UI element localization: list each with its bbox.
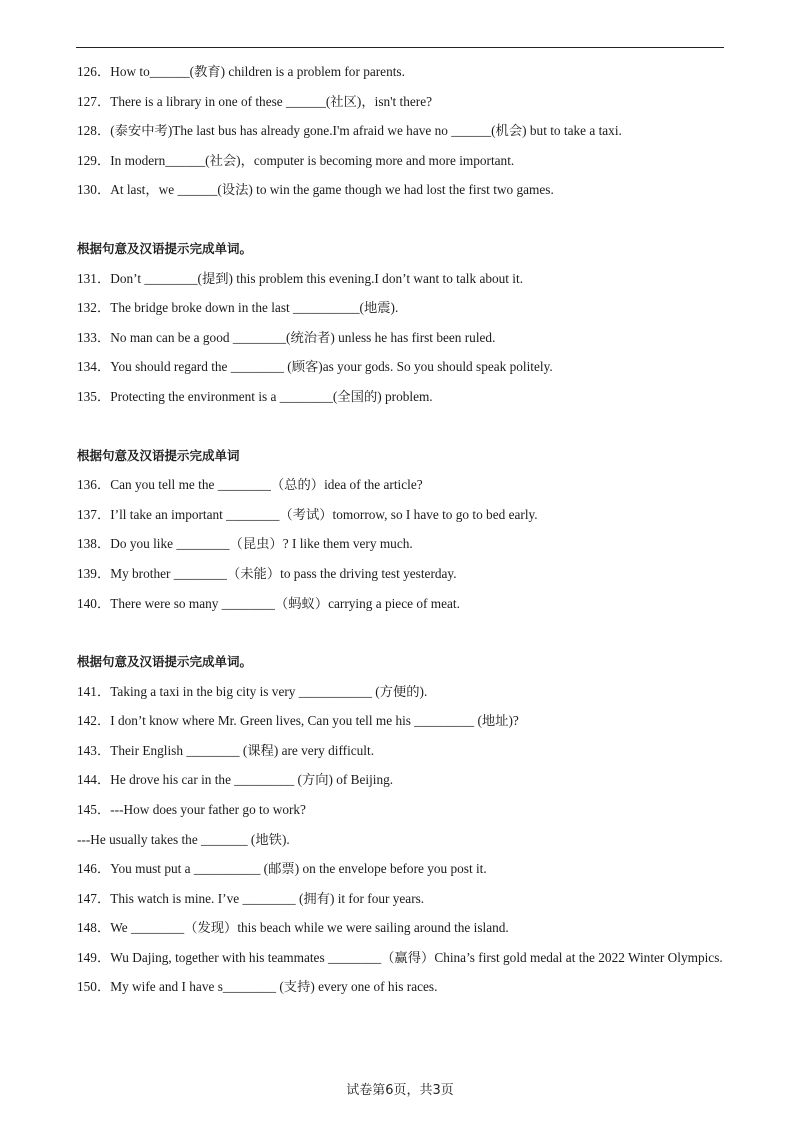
question-137: 137．I’ll take an important ________（考试）tomorrow, so I have to go to bed early. xyxy=(77,506,538,522)
question-144: 144．He drove his car in the _________ (方向) of Beijing. xyxy=(77,772,394,788)
section-3 xyxy=(77,446,727,624)
question-141: 141．Taking a taxi in the big city is very ___________ (方便的). xyxy=(77,683,428,699)
question-129: 129．In modern______(社会)，computer is becoming more and more important. xyxy=(77,152,515,168)
question-133: 133．No man can be a good ________(统治者) unless he has first been ruled. xyxy=(77,329,496,345)
section-heading: 根据句意及汉语提示完成单词。 xyxy=(77,240,253,256)
question-140: 140．There were so many ________（蚂蚁）carrying a piece of meat. xyxy=(77,595,460,611)
section-heading: 根据句意及汉语提示完成单词 xyxy=(77,447,240,463)
question-149: 149．Wu Dajing, together with his teammates ________（赢得）China’s first gold medal at the 2022 Winter Olympics. xyxy=(77,950,723,966)
question-131: 131．Don’t ________(提到) this problem this evening.I don’t want to talk about it. xyxy=(77,270,524,286)
question-150: 150．My wife and I have s________ (支持) every one of his races. xyxy=(77,979,438,995)
question-126: 126．How to______(教育) children is a problem for parents. xyxy=(77,64,405,79)
question-130: 130．At last，we ______(设法) to win the game though we had lost the first two games. xyxy=(77,182,554,198)
question-135: 135．Protecting the environment is a ________(全国的) problem. xyxy=(77,388,433,404)
question-132: 132．The bridge broke down in the last __________(地震). xyxy=(77,300,399,316)
question-145: 145．---How does your father go to work? xyxy=(77,802,306,818)
question-146: 146．You must put a __________ (邮票) on the envelope before you post it. xyxy=(77,861,487,877)
question-138: 138．Do you like ________（昆虫）? I like them very much. xyxy=(77,536,413,552)
top-divider xyxy=(76,47,724,48)
question-142: 142．I don’t know where Mr. Green lives, Can you tell me his _________ (地址)? xyxy=(77,713,519,729)
question-128: 128．(泰安中考)The last bus has already gone.I'm afraid we have no ______(机会) but to take a taxi. xyxy=(77,123,622,139)
question-145-answer-line: ---He usually takes the _______ (地铁). xyxy=(77,831,290,847)
question-139: 139．My brother ________（未能）to pass the driving test yesterday. xyxy=(77,565,457,581)
worksheet-body xyxy=(77,62,727,1007)
section-2 xyxy=(77,239,727,417)
section-1 xyxy=(77,62,727,210)
question-127: 127．There is a library in one of these ______(社区)，isn't there? xyxy=(77,93,433,109)
question-143: 143．Their English ________ (课程) are very difficult. xyxy=(77,742,375,758)
section-4 xyxy=(77,652,727,1007)
question-148: 148．We ________（发现）this beach while we were sailing around the island. xyxy=(77,920,509,936)
question-136: 136．Can you tell me the ________（总的）idea of the article? xyxy=(77,477,423,493)
question-134: 134．You should regard the ________ (顾客)as your gods. So you should speak politely. xyxy=(77,359,553,375)
section-heading: 根据句意及汉语提示完成单词。 xyxy=(77,654,253,670)
question-147: 147．This watch is mine. I’ve ________ (拥有) it for four years. xyxy=(77,890,425,906)
page-footer: 试卷第6页，共3页 xyxy=(346,1083,454,1098)
